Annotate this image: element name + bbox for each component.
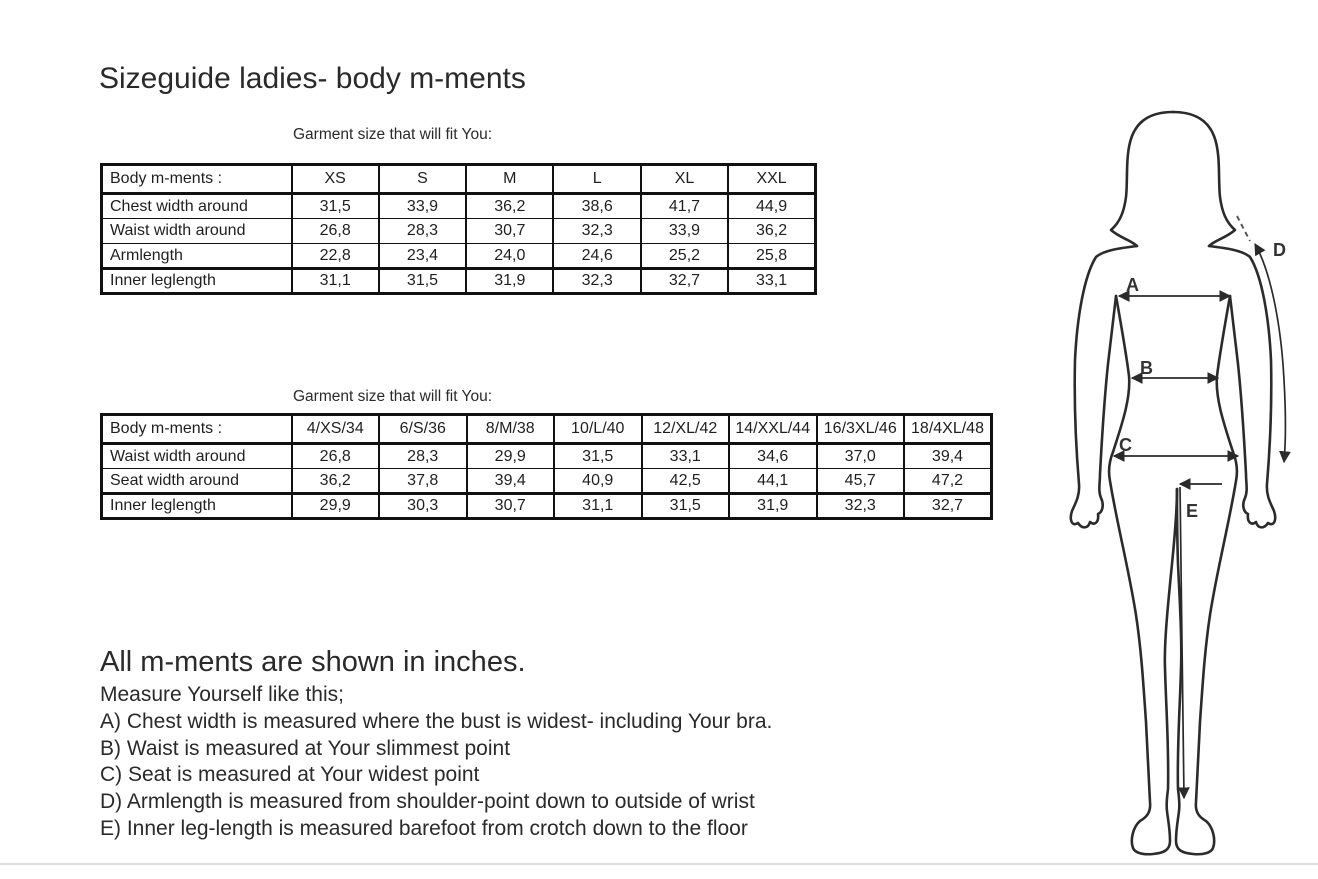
measurement-value: 39,4: [904, 444, 992, 469]
measurement-value: 31,1: [554, 494, 642, 519]
table-header-size: S: [379, 165, 466, 194]
shoulder-point-dashed-line: [1237, 216, 1250, 241]
row-label: Seat width around: [102, 469, 292, 494]
measurement-value: 41,7: [641, 194, 728, 219]
head-hair-outline: [1111, 112, 1235, 246]
measurement-value: 32,3: [817, 494, 905, 519]
measurement-value: 31,5: [292, 194, 379, 219]
female-body-front-outline-icon: [1040, 100, 1318, 874]
measurement-value: 31,5: [379, 269, 466, 294]
measure-label-d: D: [1273, 240, 1286, 260]
measurement-value: 30,7: [466, 219, 553, 244]
measurement-value: 36,2: [466, 194, 553, 219]
table-row: [102, 244, 816, 269]
measurement-value: 31,5: [554, 444, 642, 469]
measurement-value: 25,8: [728, 244, 815, 269]
measurement-value: 30,3: [379, 494, 467, 519]
page-bottom-rule: [0, 863, 1318, 865]
measure-label-a: A: [1126, 275, 1139, 295]
table-header-size: 18/4XL/48: [904, 415, 992, 444]
instruction-line-e: E) Inner leg-length is measured barefoot from crotch down to the floor: [100, 816, 748, 840]
measurement-value: 26,8: [292, 444, 380, 469]
measurement-value: 28,3: [379, 219, 466, 244]
measurement-value: 26,8: [292, 219, 379, 244]
measure-label-c: C: [1119, 435, 1132, 455]
measurement-value: 44,9: [728, 194, 815, 219]
row-label: Inner leglength: [102, 494, 292, 519]
measurement-value: 31,5: [642, 494, 730, 519]
measurement-value: 44,1: [729, 469, 817, 494]
torso-right-outline: [1217, 296, 1233, 452]
table-header-size: 8/M/38: [467, 415, 555, 444]
table-header-size: XS: [292, 165, 379, 194]
measurement-value: 24,0: [466, 244, 553, 269]
measurement-value: 36,2: [292, 469, 380, 494]
measurement-value: 36,2: [728, 219, 815, 244]
table-header-size: 10/L/40: [554, 415, 642, 444]
measurement-value: 34,6: [729, 444, 817, 469]
measurement-value: 29,9: [467, 444, 555, 469]
table-header-row: [102, 415, 992, 444]
row-label: Chest width around: [102, 194, 292, 219]
measurement-value: 32,7: [641, 269, 728, 294]
measurement-value: 45,7: [817, 469, 905, 494]
measurement-value: 33,1: [728, 269, 815, 294]
table-row: [102, 219, 816, 244]
measurement-value: 33,9: [641, 219, 728, 244]
table-row: [102, 469, 992, 494]
measurement-value: 33,1: [642, 444, 730, 469]
table-header-row: [102, 165, 816, 194]
table-row: [102, 194, 816, 219]
instruction-line-c: C) Seat is measured at Your widest point: [100, 763, 480, 787]
measurement-value: 37,8: [379, 469, 467, 494]
size-table-tops: [100, 163, 817, 295]
measurement-value: 28,3: [379, 444, 467, 469]
measurement-value: 31,1: [292, 269, 379, 294]
table-row: [102, 494, 992, 519]
measurement-value: 40,9: [554, 469, 642, 494]
table-header-size: 4/XS/34: [292, 415, 380, 444]
units-heading: All m-ments are shown in inches.: [100, 646, 526, 678]
table-header-size: 12/XL/42: [642, 415, 730, 444]
table-header-label: Body m-ments :: [102, 165, 292, 194]
row-label: Armlength: [102, 244, 292, 269]
table-header-size: XXL: [728, 165, 815, 194]
table-caption-tops: Garment size that will fit You:: [293, 126, 493, 143]
table-header-size: 14/XXL/44: [729, 415, 817, 444]
right-arm-outline: [1209, 246, 1275, 527]
table-header-size: 6/S/36: [379, 415, 467, 444]
measurement-value: 22,8: [292, 244, 379, 269]
measure-label-b: B: [1140, 358, 1153, 378]
table-header-size: L: [553, 165, 640, 194]
measurement-value: 32,7: [904, 494, 992, 519]
torso-left-outline: [1113, 296, 1129, 452]
body-measurement-diagram: [1040, 100, 1318, 874]
left-leg-outline: [1109, 452, 1177, 854]
table-row: [102, 269, 816, 294]
measurement-value: 33,9: [379, 194, 466, 219]
measurement-value: 32,3: [553, 219, 640, 244]
measure-label-e: E: [1186, 501, 1199, 521]
row-label: Waist width around: [102, 219, 292, 244]
row-label: Inner leglength: [102, 269, 292, 294]
table-caption-bottoms: Garment size that will fit You:: [293, 388, 493, 405]
measurement-value: 23,4: [379, 244, 466, 269]
row-label: Waist width around: [102, 444, 292, 469]
measure-instructions: [100, 682, 772, 843]
measurement-value: 30,7: [467, 494, 555, 519]
measurement-value: 39,4: [467, 469, 555, 494]
instruction-line-b: B) Waist is measured at Your slimmest point: [100, 736, 511, 760]
measurement-value: 38,6: [553, 194, 640, 219]
size-table-bottoms: [100, 413, 993, 520]
instruction-line-a: A) Chest width is measured where the bust is widest- including Your bra.: [100, 709, 773, 733]
table-header-size: 16/3XL/46: [817, 415, 905, 444]
measurement-value: 24,6: [553, 244, 640, 269]
measurement-value: 25,2: [641, 244, 728, 269]
measurement-value: 31,9: [729, 494, 817, 519]
table-header-size: XL: [641, 165, 728, 194]
page-title: Sizeguide ladies- body m-ments: [99, 62, 526, 95]
table-row: [102, 444, 992, 469]
measure-intro: Measure Yourself like this;: [100, 683, 344, 706]
table-header-size: M: [466, 165, 553, 194]
measurement-value: 29,9: [292, 494, 380, 519]
measurement-value: 32,3: [553, 269, 640, 294]
table-header-label: Body m-ments :: [102, 415, 292, 444]
measurement-value: 37,0: [817, 444, 905, 469]
measurement-value: 47,2: [904, 469, 992, 494]
instruction-line-d: D) Armlength is measured from shoulder-point down to outside of wrist: [100, 790, 755, 814]
measurement-value: 42,5: [642, 469, 730, 494]
measurement-value: 31,9: [466, 269, 553, 294]
